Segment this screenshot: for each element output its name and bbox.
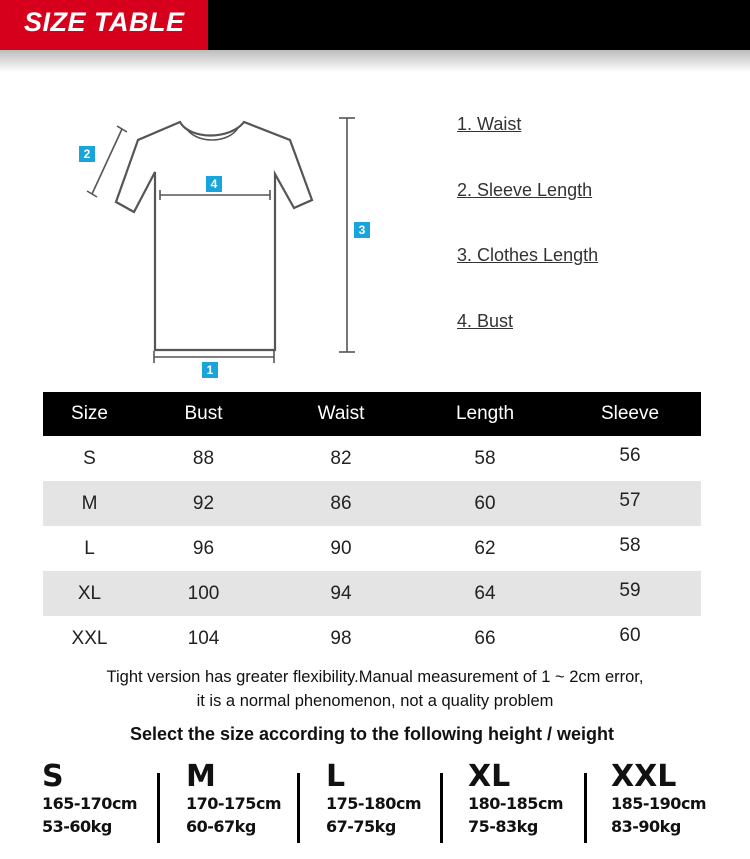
table-row	[43, 481, 701, 526]
size-table	[43, 392, 701, 661]
badge-3: 3	[354, 222, 370, 238]
cell-sleeve: 57	[559, 481, 701, 526]
cell-waist: 90	[330, 537, 352, 559]
table-row	[43, 436, 701, 481]
header-size: Size	[43, 392, 136, 436]
header-bust: Bust	[136, 392, 271, 436]
cell-bust: 96	[192, 537, 215, 559]
guide-item-xxl	[611, 759, 707, 838]
guide-weight: 83-90kg	[611, 817, 681, 836]
tshirt-icon	[116, 122, 312, 350]
cell-sleeve: 60	[619, 625, 641, 646]
cell-sleeve: 58	[619, 535, 641, 556]
guide-height: 180-185cm	[468, 794, 564, 813]
cell-bust: 100	[136, 571, 271, 616]
cell-size: XL	[43, 571, 136, 616]
cell-waist: 98	[330, 627, 352, 649]
guide-size: L	[326, 759, 346, 794]
guide-height: 175-180cm	[326, 794, 422, 813]
cell-waist: 86	[271, 481, 411, 526]
page-title: SIZE TABLE	[24, 7, 185, 37]
guide-height: 170-175cm	[186, 794, 282, 813]
guide-size: M	[186, 759, 216, 794]
legend-waist: 1. Waist	[457, 114, 522, 134]
cell-waist: 82	[330, 447, 352, 469]
cell-size: M	[43, 481, 136, 526]
table-row	[43, 616, 701, 661]
guide-weight: 60-67kg	[186, 817, 256, 836]
cell-length: 58	[474, 447, 496, 469]
cell-sleeve: 59	[559, 571, 701, 616]
cell-size: L	[84, 537, 95, 559]
guide-height: 185-190cm	[611, 794, 707, 813]
guide-divider	[157, 773, 160, 843]
cell-bust: 88	[192, 447, 215, 469]
table-row	[43, 571, 701, 616]
guide-item-s	[42, 759, 138, 838]
guide-weight: 75-83kg	[468, 817, 538, 836]
cell-length: 62	[474, 537, 496, 559]
height-weight-title: Select the size according to the following height / weight	[129, 724, 615, 744]
cell-length: 60	[411, 481, 559, 526]
guide-height: 165-170cm	[42, 794, 138, 813]
guide-size: XL	[468, 759, 511, 794]
cell-length: 64	[411, 571, 559, 616]
cell-size: S	[83, 447, 96, 469]
guide-item-l	[326, 759, 422, 838]
badge-1: 1	[202, 362, 218, 378]
cell-waist: 94	[271, 571, 411, 616]
header-banner	[0, 0, 750, 50]
tshirt-illustration	[0, 72, 750, 390]
guide-item-xl	[468, 759, 564, 838]
table-header-row	[43, 392, 701, 436]
header-sleeve: Sleeve	[559, 392, 701, 436]
cell-length: 66	[474, 627, 496, 649]
legend-clothes-length: 3. Clothes Length	[457, 245, 599, 265]
legend-bust: 4. Bust	[457, 311, 514, 331]
badge-4: 4	[206, 176, 222, 192]
cell-bust: 92	[136, 481, 271, 526]
guide-divider	[584, 773, 587, 843]
legend-sleeve-length: 2. Sleeve Length	[457, 180, 593, 200]
measurement-diagram	[0, 72, 750, 390]
badge-2: 2	[79, 146, 95, 162]
note-line-2: it is a normal phenomenon, not a quality problem	[196, 692, 554, 710]
note-line-1: Tight version has greater flexibility.Manual measurement of 1 ~ 2cm error,	[106, 668, 644, 686]
header-shadow	[0, 50, 750, 72]
guide-size: XXL	[611, 759, 677, 794]
header-length: Length	[411, 392, 559, 436]
table-row	[43, 526, 701, 571]
cell-sleeve: 56	[619, 445, 641, 466]
guide-divider	[440, 773, 443, 843]
cell-size: XXL	[71, 627, 108, 649]
header-waist: Waist	[271, 392, 411, 436]
guide-size: S	[42, 759, 64, 794]
guide-divider	[297, 773, 300, 843]
guide-weight: 53-60kg	[42, 817, 112, 836]
cell-bust: 104	[187, 627, 220, 649]
guide-item-m	[186, 759, 282, 838]
guide-weight: 67-75kg	[326, 817, 396, 836]
